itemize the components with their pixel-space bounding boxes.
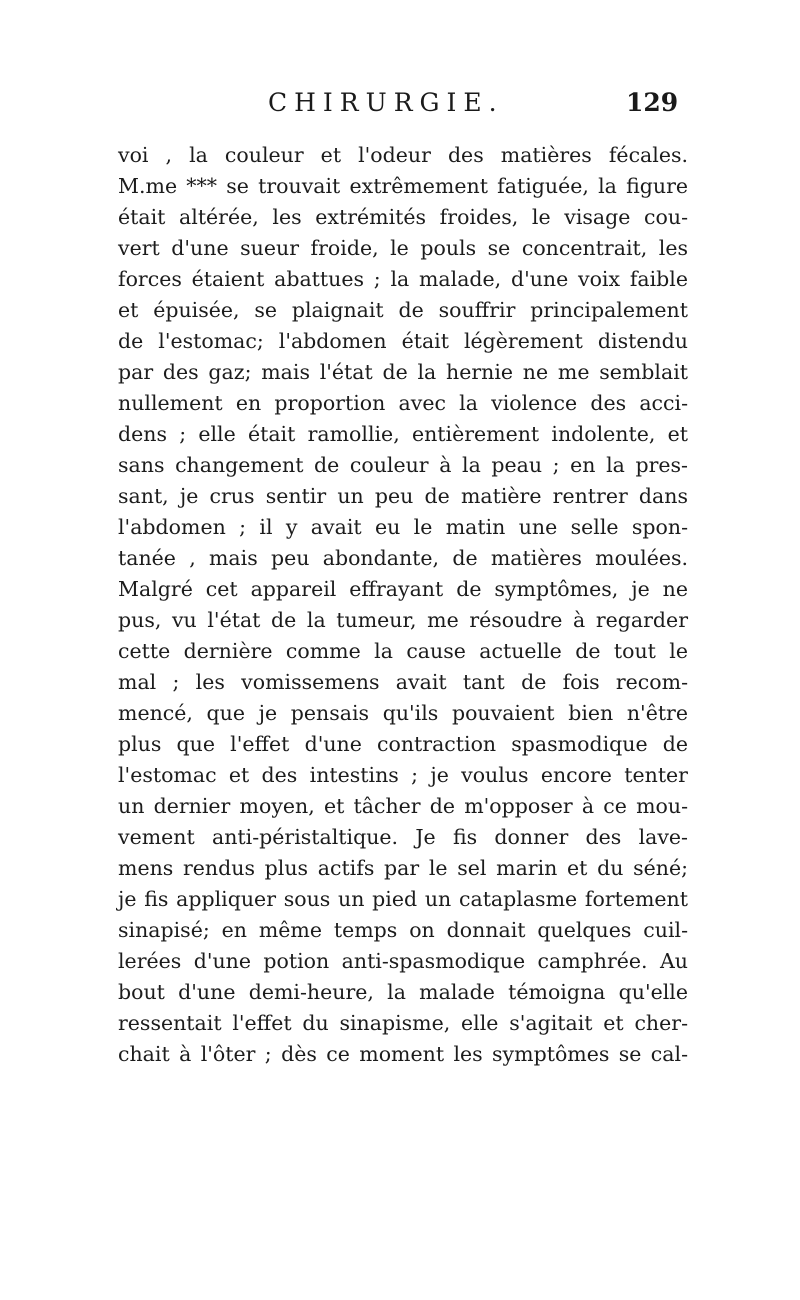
text-line: l'abdomen ; il y avait eu le matin une selle spon- <box>118 515 688 539</box>
running-title: CHIRURGIE. <box>268 88 504 117</box>
text-line: et épuisée, se plaignait de souffrir principalement <box>118 298 688 322</box>
text-line: l'estomac et des intestins ; je voulus encore tenter <box>118 763 688 787</box>
text-line: tanée , mais peu abondante, de matières moulées. <box>118 546 688 570</box>
text-line: sans changement de couleur à la peau ; en la pres- <box>118 453 688 477</box>
text-line: était altérée, les extrémités froides, le visage cou- <box>118 205 688 229</box>
text-line: chait à l'ôter ; dès ce moment les symptômes se cal- <box>118 1042 688 1066</box>
text-line: dens ; elle était ramollie, entièrement indolente, et <box>118 422 688 446</box>
text-line: un dernier moyen, et tâcher de m'opposer à ce mou- <box>118 794 688 818</box>
text-line: mal ; les vomissemens avait tant de fois recom- <box>118 670 688 694</box>
text-line: mencé, que je pensais qu'ils pouvaient bien n'être <box>118 701 688 725</box>
text-line: nullement en proportion avec la violence des acci- <box>118 391 688 415</box>
text-line: plus que l'effet d'une contraction spasmodique de <box>118 732 688 756</box>
text-line: vement anti-péristaltique. Je fis donner des lave- <box>118 825 688 849</box>
page-header <box>0 88 800 128</box>
text-line: voi , la couleur et l'odeur des matières fécales. <box>118 143 688 167</box>
text-line: vert d'une sueur froide, le pouls se concentrait, les <box>118 236 688 260</box>
text-line: par des gaz; mais l'état de la hernie ne me semblait <box>118 360 688 384</box>
text-line: sant, je crus sentir un peu de matière rentrer dans <box>118 484 688 508</box>
text-line: lerées d'une potion anti-spasmodique camphrée. Au <box>118 949 688 973</box>
text-line: bout d'une demi-heure, la malade témoigna qu'elle <box>118 980 688 1004</box>
text-line: Malgré cet appareil effrayant de symptômes, je ne <box>118 577 688 601</box>
text-line: mens rendus plus actifs par le sel marin et du séné; <box>118 856 688 880</box>
text-line: cette dernière comme la cause actuelle de tout le <box>118 639 688 663</box>
text-line: de l'estomac; l'abdomen était légèrement distendu <box>118 329 688 353</box>
text-line: forces étaient abattues ; la malade, d'une voix faible <box>118 267 688 291</box>
text-line: sinapisé; en même temps on donnait quelques cuil- <box>118 918 688 942</box>
text-line: pus, vu l'état de la tumeur, me résoudre à regarder <box>118 608 688 632</box>
text-line: ressentait l'effet du sinapisme, elle s'agitait et cher- <box>118 1011 688 1035</box>
text-line: M.me *** se trouvait extrêmement fatiguée, la figure <box>118 174 688 198</box>
page-number: 129 <box>626 88 679 117</box>
text-line: je fis appliquer sous un pied un cataplasme fortement <box>118 887 688 911</box>
